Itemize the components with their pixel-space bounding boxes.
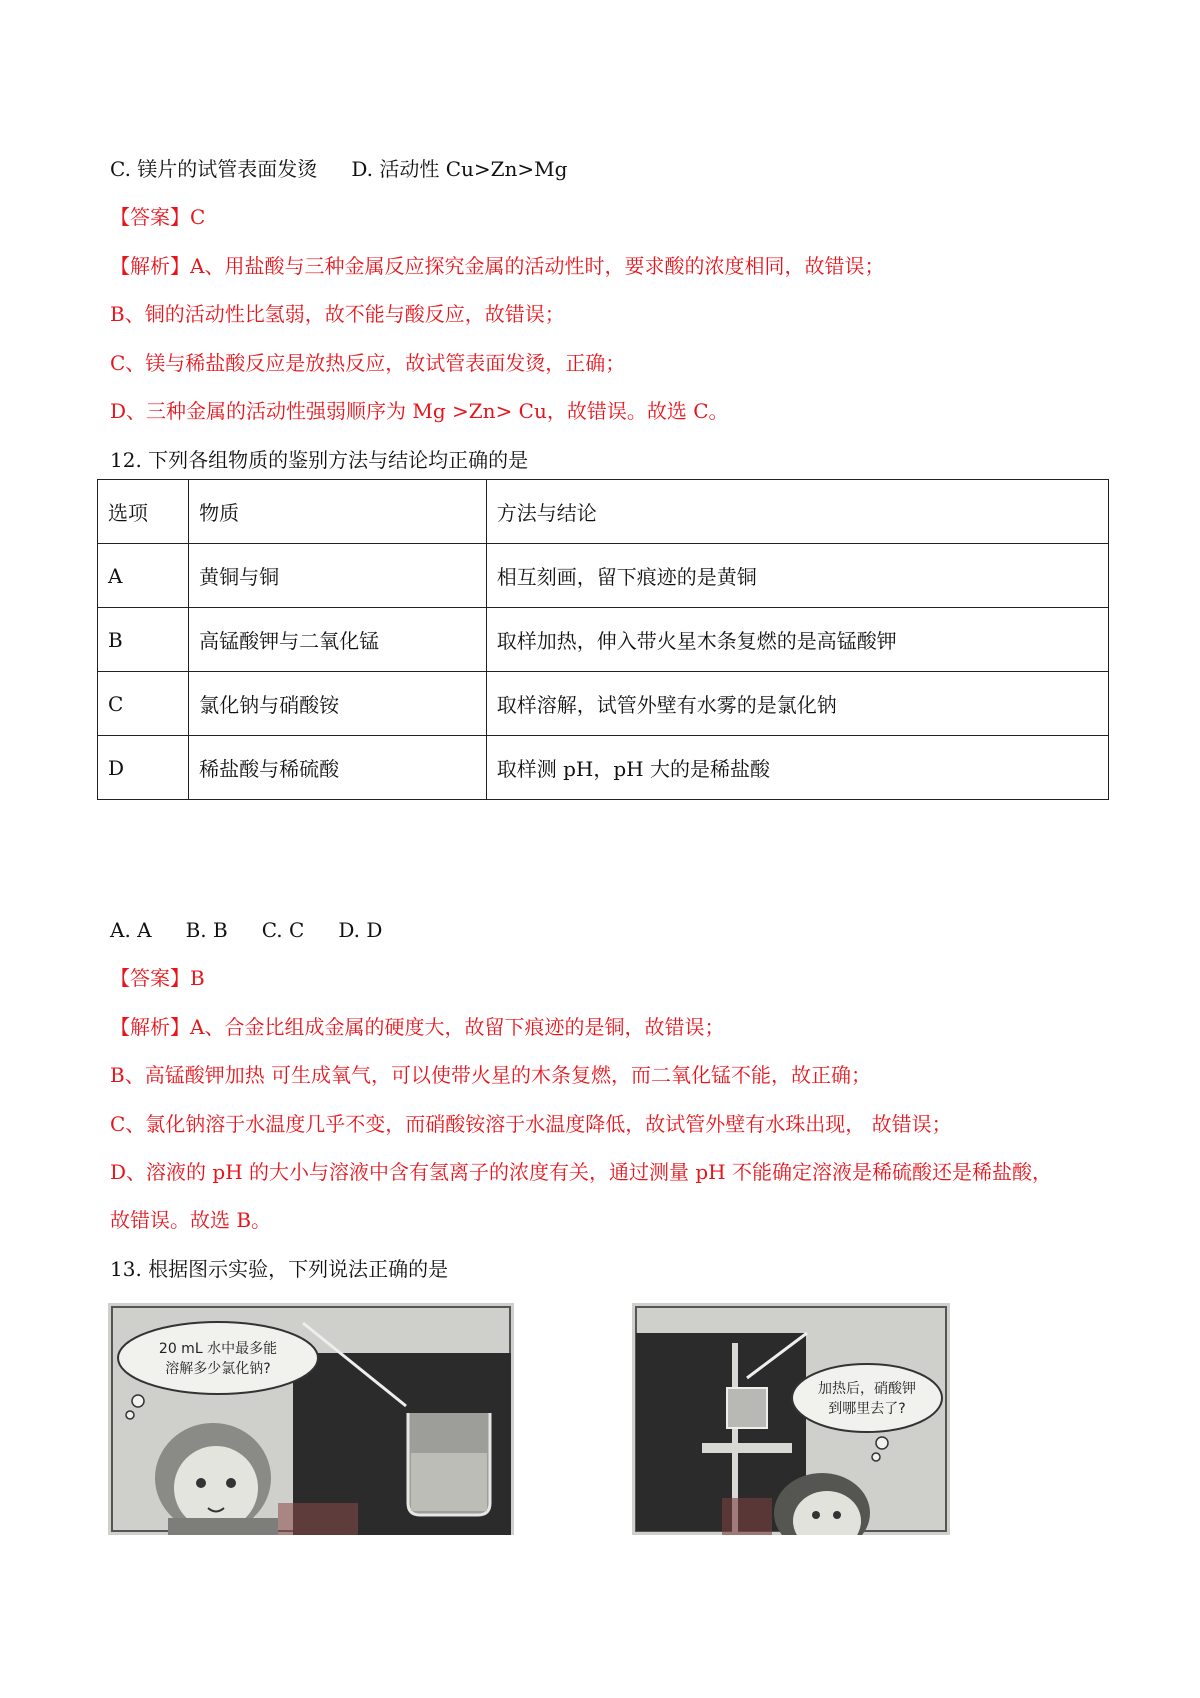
q12-answer: 【答案】B <box>110 966 205 990</box>
q13-stem: 13. 根据图示实验，下列说法正确的是 <box>110 1257 449 1281</box>
comic-left-bubble-line: 溶解多少氯化钠? <box>165 1361 271 1377</box>
comic-left-illustration <box>108 1303 514 1535</box>
table-row <box>98 608 1109 672</box>
q12-analysis-line: C、氯化钠溶于水温度几乎不变，而硝酸铵溶于水温度降低，故试管外壁有水珠出现， 故错误； <box>110 1112 952 1136</box>
q11-options-cd <box>110 155 567 183</box>
q11-analysis-line: 【解析】A、用盐酸与三种金属反应探究金属的活动性时，要求酸的浓度相同，故错误； <box>110 254 885 278</box>
table-cell: A <box>98 544 189 608</box>
comic-right-bubble-line: 加热后，硝酸钾 <box>818 1381 916 1397</box>
q11-analysis-line: D、三种金属的活动性强弱顺序为 Mg >Zn> Cu，故错误。故选 C。 <box>110 399 729 423</box>
q12-stem: 12. 下列各组物质的鉴别方法与结论均正确的是 <box>110 448 529 472</box>
q11-analysis-line: C、镁与稀盐酸反应是放热反应，故试管表面发烫，正确； <box>110 351 626 375</box>
q12-option-b: B. B <box>185 918 228 942</box>
table-row <box>98 736 1109 800</box>
table-cell: 高锰酸钾与二氧化锰 <box>189 608 487 672</box>
q12-option-d: D. D <box>338 918 383 942</box>
comic-image-right <box>632 1303 950 1535</box>
table-header-cell: 物质 <box>189 480 487 544</box>
table-cell: 稀盐酸与稀硫酸 <box>189 736 487 800</box>
q12-analysis-line: 【解析】A、合金比组成金属的硬度大，故留下痕迹的是铜，故错误； <box>110 1015 725 1039</box>
table-cell: 取样加热，伸入带火星木条复燃的是高锰酸钾 <box>486 608 1108 672</box>
q11-analysis-line: B、铜的活动性比氢弱，故不能与酸反应，故错误； <box>110 302 565 326</box>
table-row <box>98 544 1109 608</box>
q12-analysis-line: B、高锰酸钾加热 可生成氧气，可以使带火星的木条复燃，而二氧化锰不能，故正确； <box>110 1063 872 1087</box>
q12-options <box>110 916 416 944</box>
q12-option-a: A. A <box>110 918 152 942</box>
q12-option-c: C. C <box>261 918 305 942</box>
table-header-cell: 方法与结论 <box>486 480 1108 544</box>
q12-analysis-line: D、溶液的 pH 的大小与溶液中含有氢离子的浓度有关，通过测量 pH 不能确定溶液是稀硫酸还是稀盐酸， <box>110 1160 1052 1184</box>
table-cell: 氯化钠与硝酸铵 <box>189 672 487 736</box>
comic-left-bubble-line: 20 mL 水中最多能 <box>158 1341 278 1357</box>
table-cell: 取样溶解，试管外壁有水雾的是氯化钠 <box>486 672 1108 736</box>
q11-answer: 【答案】C <box>110 205 206 229</box>
table-cell: 黄铜与铜 <box>189 544 487 608</box>
table-row <box>98 672 1109 736</box>
q12-table <box>97 479 1109 800</box>
comic-image-left <box>108 1303 514 1535</box>
table-cell: 相互刻画，留下痕迹的是黄铜 <box>486 544 1108 608</box>
table-cell: 取样测 pH，pH 大的是稀盐酸 <box>486 736 1108 800</box>
comic-right-illustration <box>632 1303 950 1535</box>
table-header-row <box>98 480 1109 544</box>
q12-analysis-line: 故错误。故选 B。 <box>110 1208 272 1232</box>
table-cell: B <box>98 608 189 672</box>
table-header-cell: 选项 <box>98 480 189 544</box>
q11-option-d: D. 活动性 Cu>Zn>Mg <box>351 157 568 181</box>
comic-right-bubble-line: 到哪里去了? <box>828 1401 906 1417</box>
q11-option-c: C. 镁片的试管表面发烫 <box>110 157 318 181</box>
table-cell: C <box>98 672 189 736</box>
table-cell: D <box>98 736 189 800</box>
